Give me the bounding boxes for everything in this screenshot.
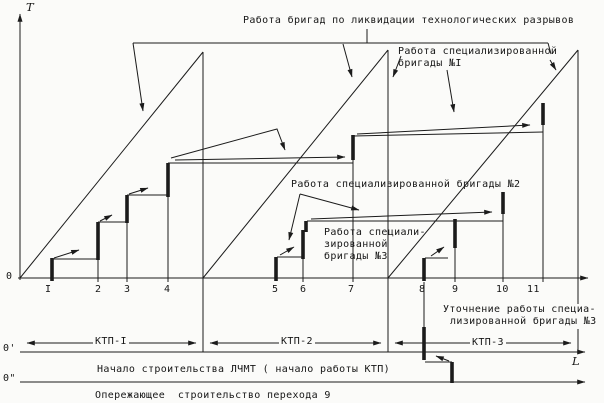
start-note: Начало строительства ЛЧМТ ( начало работы КТП) xyxy=(97,364,391,375)
tick-5: 5 xyxy=(272,284,279,295)
tick-10: 10 xyxy=(496,284,509,295)
top-note: Работа бригад по ликвидации технологических разрывов xyxy=(243,15,575,26)
tick-7: 7 xyxy=(348,284,355,295)
tick-2: 2 xyxy=(95,284,102,295)
brigade1-label-line1: Работа специализированной xyxy=(398,46,558,57)
brigade1-label-line2: бригады №I xyxy=(398,58,462,69)
tick-11: 11 xyxy=(527,284,540,295)
origin-prime-label: 0' xyxy=(3,343,16,354)
advance-note: Опережающее строительство перехода 9 xyxy=(95,390,331,401)
t-axis-label: T xyxy=(26,0,34,14)
ktp3-label: КТП-3 xyxy=(472,337,504,348)
clarification-label-line1: Уточнение работы специа- xyxy=(443,304,596,315)
flow-diagonals xyxy=(20,50,578,278)
brigade3-label-line2: зированной xyxy=(324,239,388,250)
brigade3-label-line1: Работа специали- xyxy=(324,227,426,238)
tick-1: I xyxy=(45,284,52,295)
tick-4: 4 xyxy=(164,284,171,295)
ktp2-label: КТП-2 xyxy=(281,336,313,347)
l-axis-label: L xyxy=(572,354,580,368)
brigade2-label: Работа специализированной бригады №2 xyxy=(291,179,521,190)
tick-9: 9 xyxy=(452,284,459,295)
brigade3-label-line3: бригады №3 xyxy=(324,251,388,262)
brigade1-staircase xyxy=(52,103,543,282)
ktp1-label: КТП-I xyxy=(95,336,127,347)
tick-3: 3 xyxy=(124,284,131,295)
tick-6: 6 xyxy=(300,284,307,295)
tick-8: 8 xyxy=(419,284,426,295)
origin-label: 0 xyxy=(6,271,13,282)
clarification-label-line2: лизированной бригады №3 xyxy=(450,316,597,327)
origin-double-label: 0" xyxy=(3,373,16,384)
advance-crossing9 xyxy=(424,282,452,383)
